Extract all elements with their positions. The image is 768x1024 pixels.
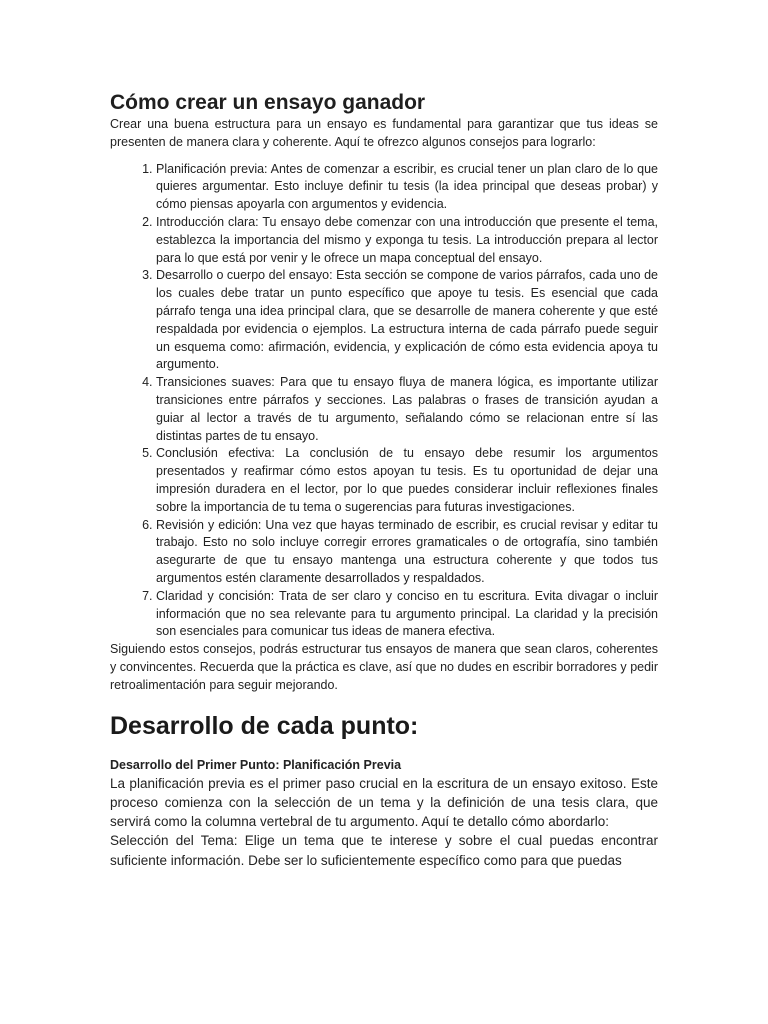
section-heading: Desarrollo de cada punto:: [110, 711, 419, 740]
document-page: [110, 0, 658, 870]
intro-paragraph: Crear una buena estructura para un ensayo es fundamental para garantizar que tus ideas se presenten de manera clara y coherente. Aquí te ofrezco algunos consejos para lograrlo:: [110, 117, 658, 149]
subheading: Desarrollo del Primer Punto: Planificación Previa: [110, 757, 402, 772]
closing-paragraph: Siguiendo estos consejos, podrás estructurar tus ensayos de manera que sean claros, coherentes y convincentes. Recuerda que la práctica es clave, así que no dudes en escribir borradores y pedir retroalimentación para seguir mejorando.: [110, 642, 658, 692]
list-item: 3. Desarrollo o cuerpo del ensayo: Esta sección se compone de varios párrafos, cada uno de los cuales debe tratar un punto específico que apoye tu tesis. Es esencial que cada párrafo tenga una idea principal clara, que se desarrolle de manera coherente y que esté respaldada por evidencia o ejemplos. La estructura interna de cada párrafo puede seguir un esquema como: afirmación, evidencia, y explicación de cómo esta evidencia apoya tu argumento.: [156, 267, 658, 374]
document-title: Cómo crear un ensayo ganador: [110, 91, 426, 114]
list-item: 1. Planificación previa: Antes de comenzar a escribir, es crucial tener un plan claro de lo que quieres argumentar. Esto incluye definir tu tesis (la idea principal que deseas probar) y cómo piensas apoyarla con argumentos y evidencia.: [156, 161, 658, 214]
list-item: 5. Conclusión efectiva: La conclusión de tu ensayo debe resumir los argumentos presentados y reafirmar cómo estos apoyan tu tesis. Es tu oportunidad de dejar una impresión duradera en el lector, por lo que puedes considerar incluir reflexiones finales sobre la importancia de tu tema o sugerencias para futuras investigaciones.: [156, 445, 658, 516]
list-item: 6. Revisión y edición: Una vez que hayas terminado de escribir, es crucial revisar y editar tu trabajo. Esto no solo incluye corregir errores gramaticales o de ortografía, sino también asegurarte de que tu ensayo mantenga una estructura coherente y que todos tus argumentos estén claramente desarrollados y respaldados.: [156, 517, 658, 588]
list-item: 2. Introducción clara: Tu ensayo debe comenzar con una introducción que presente el tema, establezca la importancia del mismo y exponga tu tesis. La introducción prepara al lector para lo que está por venir y le ofrece un mapa conceptual del ensayo.: [156, 214, 658, 267]
body-paragraph: Selección del Tema: Elige un tema que te interese y sobre el cual puedas encontrar suficiente información. Debe ser lo suficientemente específico como para que puedas: [110, 833, 658, 868]
body-paragraph: La planificación previa es el primer paso crucial en la escritura de un ensayo exitoso. Este proceso comienza con la selección de un tema y la definición de una tesis clara, que servirá como la columna vertebral de tu argumento. Aquí te detallo cómo abordarlo:: [110, 775, 658, 830]
steps-list: [110, 161, 658, 642]
list-item: 7. Claridad y concisión: Trata de ser claro y conciso en tu escritura. Evita divagar o incluir información que no sea relevante para tu argumento principal. La claridad y la precisión son esenciales para comunicar tus ideas de manera efectiva.: [156, 588, 658, 641]
list-item: 4. Transiciones suaves: Para que tu ensayo fluya de manera lógica, es importante utilizar transiciones entre párrafos y secciones. Las palabras o frases de transición ayudan a guiar al lector a través de tu argumento, señalando cómo se relacionan entre sí las distintas partes de tu ensayo.: [156, 374, 658, 445]
